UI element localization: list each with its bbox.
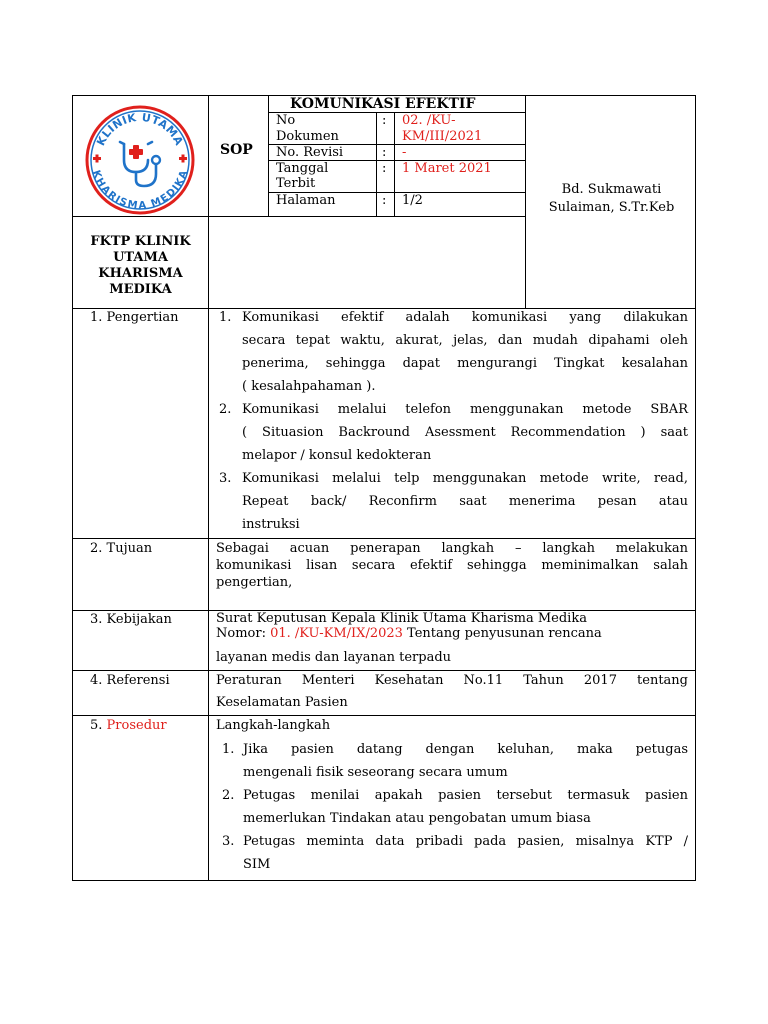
border-left xyxy=(72,95,73,881)
clinic-name-line: UTAMA xyxy=(113,250,168,265)
meta-value-no-dokumen-2: KM/III/2021 xyxy=(402,129,483,144)
meta-label-tanggal-1: Tanggal xyxy=(276,161,329,176)
tujuan-line: Sebagai acuan penerapan langkah – langkah melakukan xyxy=(216,541,688,556)
clinic-name-line: FKTP KLINIK xyxy=(90,234,191,249)
nomor-rest: Tentang penyusunan rencana xyxy=(402,626,602,641)
prosedur-item-3-line: Petugas meminta data pribadi pada pasien, misalnya KTP / xyxy=(243,834,688,849)
pengertian-item-1-line: ( kesalahpahaman ). xyxy=(242,379,376,394)
kebijakan-line-2 xyxy=(216,626,602,642)
pengertian-item-2-line: melapor / konsul kedokteran xyxy=(242,448,432,463)
nomor-value: 01. /KU-KM/IX/2023 xyxy=(270,626,403,641)
pengertian-item-1-line: Komunikasi efektif adalah komunikasi yang dilakukan xyxy=(242,310,688,325)
section-line-prosedur xyxy=(72,715,696,716)
section-label-prosedur xyxy=(90,718,167,734)
pengertian-item-1-line: penerima, sehingga dapat mengurangi Tingkat kesalahan xyxy=(242,356,688,371)
meta-label-no-dokumen-1: No xyxy=(276,113,296,128)
kebijakan-line-1: Surat Keputusan Kepala Klinik Utama Kharisma Medika xyxy=(216,611,587,626)
list-number: 2. xyxy=(219,402,232,417)
prosedur-item-1-line: mengenali fisik seseorang secara umum xyxy=(243,765,508,780)
clinic-name-line: KHARISMA xyxy=(98,266,183,281)
clinic-name-line: MEDIKA xyxy=(109,282,172,297)
tujuan-line: pengertian, xyxy=(216,575,293,590)
kebijakan-line-3: layanan medis dan layanan terpadu xyxy=(216,650,452,665)
svg-text:KHARISMA MEDIKA: KHARISMA MEDIKA xyxy=(89,169,191,212)
signer-name: Bd. Sukmawati xyxy=(561,182,662,197)
section-line-tujuan xyxy=(72,538,696,539)
pengertian-item-2-line: ( Situasion Backround Asessment Recommendation ) saat xyxy=(242,425,688,440)
pengertian-item-3-line: Repeat back/ Reconfirm saat menerima pesan atau xyxy=(242,494,688,509)
meta-label-halaman: Halaman xyxy=(276,193,336,208)
list-number: 1. xyxy=(219,310,232,325)
header-row-line xyxy=(72,216,525,217)
pengertian-item-3-line: Komunikasi melalui telp menggunakan metode write, read, xyxy=(242,471,688,486)
svg-text:KLINIK UTAMA: KLINIK UTAMA xyxy=(94,110,186,148)
header-bottom-line xyxy=(72,308,696,309)
meta-label-tanggal-2: Terbit xyxy=(276,176,316,191)
section-line-referensi xyxy=(72,670,696,671)
prosedur-item-2-line: memerlukan Tindakan atau pengobatan umum biasa xyxy=(243,811,591,826)
prosedur-label: Prosedur xyxy=(106,718,167,733)
signer-title: Sulaiman, S.Tr.Keb xyxy=(548,200,675,215)
meta-value-revisi: - xyxy=(402,145,407,160)
meta-sep: : xyxy=(382,113,387,128)
referensi-line: Keselamatan Pasien xyxy=(216,695,348,710)
meta-label-no-dokumen-2: Dokumen xyxy=(276,129,339,144)
meta-sep: : xyxy=(382,145,387,160)
section-label-pengertian: 1. Pengertian xyxy=(90,310,179,325)
prosedur-intro: Langkah-langkah xyxy=(216,718,331,733)
pengertian-item-1-line: secara tepat waktu, akurat, jelas, dan mudah dipahami oleh xyxy=(242,333,688,348)
referensi-line: Peraturan Menteri Kesehatan No.11 Tahun 2017 tentang xyxy=(216,673,688,688)
list-number: 3. xyxy=(219,471,232,486)
logo-seal-icon xyxy=(84,104,196,216)
col-divider-signer xyxy=(525,95,526,308)
prosedur-number: 5. xyxy=(90,718,107,733)
document-title: KOMUNIKASI EFEKTIF xyxy=(290,96,476,112)
meta-sep: : xyxy=(382,193,387,208)
list-number: 1. xyxy=(222,742,235,757)
sop-label: SOP xyxy=(220,142,253,158)
section-label-kebijakan: 3. Kebijakan xyxy=(90,612,172,627)
nomor-label: Nomor: xyxy=(216,626,271,641)
list-number: 2. xyxy=(222,788,235,803)
prosedur-item-1-line: Jika pasien datang dengan keluhan, maka petugas xyxy=(243,742,688,757)
pengertian-item-2-line: Komunikasi melalui telefon menggunakan metode SBAR xyxy=(242,402,688,417)
border-bottom xyxy=(72,880,696,881)
section-label-referensi: 4. Referensi xyxy=(90,673,170,688)
meta-divider-1 xyxy=(376,112,377,216)
tujuan-line: komunikasi lisan secara efektif sehingga meminimalkan salah xyxy=(216,558,688,573)
col-divider-sop xyxy=(268,95,269,216)
col-divider-label xyxy=(208,95,209,881)
clinic-logo xyxy=(84,104,196,216)
meta-value-halaman: 1/2 xyxy=(402,193,423,208)
meta-divider-2 xyxy=(394,112,395,216)
border-right xyxy=(695,95,696,881)
section-label-tujuan: 2. Tujuan xyxy=(90,541,153,556)
title-underline xyxy=(268,112,525,113)
list-number: 3. xyxy=(222,834,235,849)
meta-label-revisi: No. Revisi xyxy=(276,145,344,160)
meta-sep: : xyxy=(382,161,387,176)
prosedur-item-2-line: Petugas menilai apakah pasien tersebut termasuk pasien xyxy=(243,788,688,803)
meta-value-no-dokumen-1: 02. /KU- xyxy=(402,113,456,128)
prosedur-item-3-line: SIM xyxy=(243,857,271,872)
pengertian-item-3-line: instruksi xyxy=(242,517,300,532)
meta-value-tanggal: 1 Maret 2021 xyxy=(402,161,492,176)
